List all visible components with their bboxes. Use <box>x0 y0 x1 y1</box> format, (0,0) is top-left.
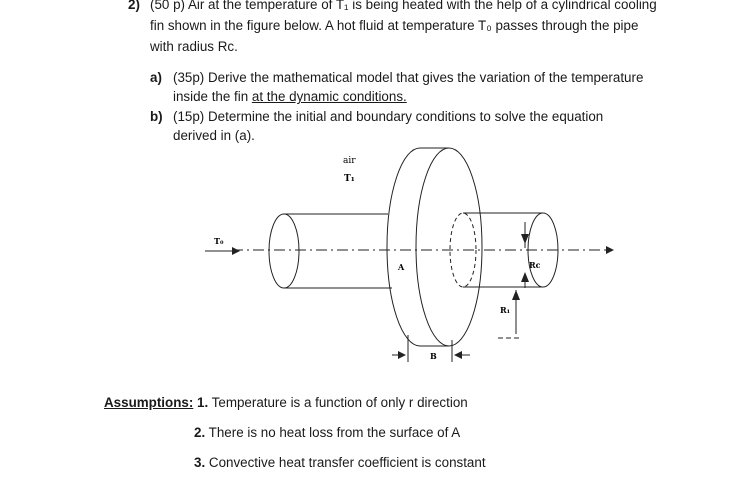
a-label: A <box>398 262 405 272</box>
rc-label: Rc <box>529 260 541 270</box>
question-number: 2) <box>128 0 140 12</box>
b-label: B <box>430 351 437 361</box>
part-a-line-2-underlined: at the dynamic conditions. <box>251 89 407 104</box>
b-arrow-head-right <box>398 351 406 359</box>
r1-label: R₁ <box>500 305 511 315</box>
assumptions-heading: Assumptions: <box>104 395 194 410</box>
assumption-2-text: There is no heat loss from the surface of A <box>208 425 461 440</box>
assumption-2-number: 2. <box>194 425 206 440</box>
b-arrow-head-left <box>454 351 462 359</box>
part-b-label: b) <box>150 109 163 124</box>
part-b-line-1: (15p) Determine the initial and boundary conditions to solve the equation <box>173 109 604 124</box>
t0-label: T₀ <box>214 236 224 246</box>
assumption-1-text: Temperature is a function of only r direction <box>211 395 468 410</box>
t1-label: T₁ <box>344 174 355 184</box>
r1-arrow-head-up <box>512 290 520 300</box>
assumption-3-number: 3. <box>194 455 206 470</box>
fin-face-front <box>387 148 420 346</box>
left-pipe-end <box>269 214 299 288</box>
outflow-arrow-head <box>606 246 614 254</box>
assumption-2-line <box>194 423 460 442</box>
assumption-3-line <box>194 453 486 472</box>
assumption-3-text: Convective heat transfer coefficient is constant <box>208 455 486 470</box>
t0-arrow-head <box>232 247 240 255</box>
part-a-label: a) <box>150 70 162 85</box>
assumption-1-number: 1. <box>197 395 209 410</box>
question-line-1: (50 p) Air at the temperature of T₁ is being heated with the help of a cylindrical cooling <box>150 0 657 12</box>
air-label: air <box>343 156 356 166</box>
part-a-line-2-plain: inside the fin <box>173 89 252 104</box>
question-line-2: fin shown in the figure below. A hot fluid at temperature T₀ passes through the pipe <box>150 18 639 33</box>
rc-arrow-head-up <box>521 272 529 282</box>
part-a-line-1: (35p) Derive the mathematical model that gives the variation of the temperature <box>173 70 644 85</box>
part-b-line-2: derived in (a). <box>173 128 255 143</box>
fin-face-back <box>416 148 482 346</box>
assumption-1-line <box>104 393 468 412</box>
question-line-3: with radius Rc. <box>150 39 238 54</box>
